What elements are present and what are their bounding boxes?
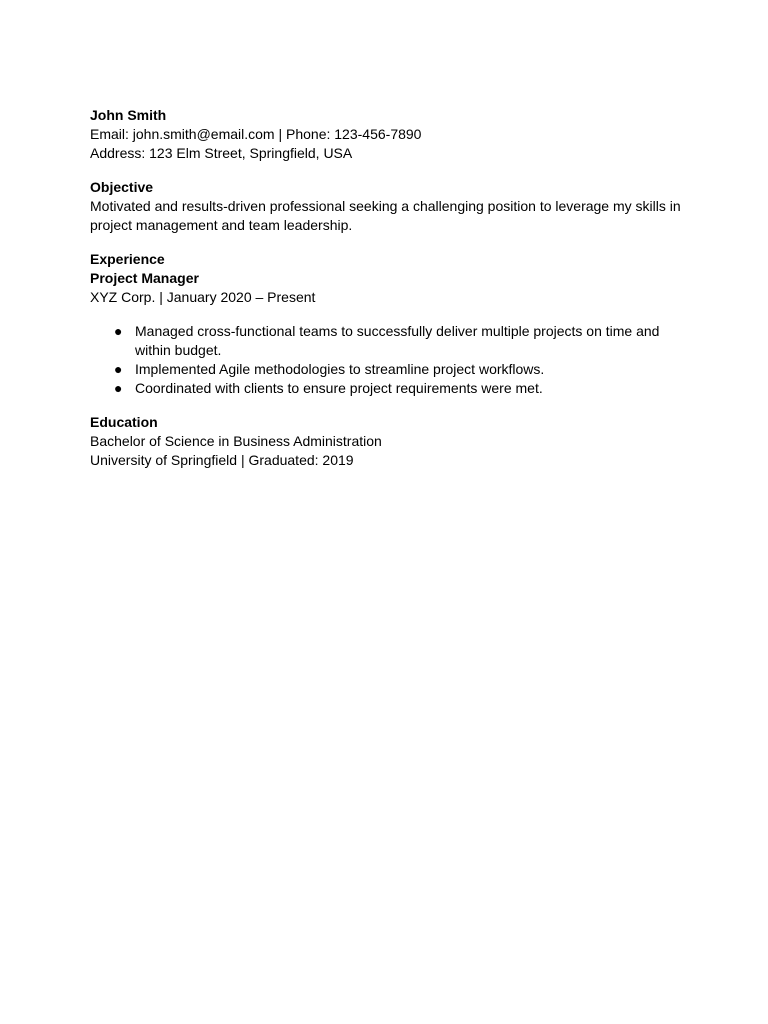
resume-header	[90, 106, 690, 163]
resume-document	[90, 106, 690, 470]
bullet-text: Managed cross-functional teams to successfully deliver multiple projects on time and within budget.	[135, 323, 660, 358]
contact-line: Email: john.smith@email.com | Phone: 123-456-7890	[90, 126, 422, 142]
objective-section	[90, 178, 690, 235]
degree-line: Bachelor of Science in Business Administration	[90, 433, 382, 449]
education-heading: Education	[90, 414, 158, 430]
school-line: University of Springfield | Graduated: 2019	[90, 452, 354, 468]
bullet-text: Coordinated with clients to ensure project requirements were met.	[135, 380, 543, 396]
candidate-name: John Smith	[90, 107, 167, 123]
bullet-icon: ●	[114, 361, 123, 377]
list-item	[90, 322, 695, 360]
objective-text: Motivated and results-driven professional seeking a challenging position to leverage my skills in project management and team leadership.	[90, 198, 681, 233]
bullet-icon: ●	[114, 323, 123, 339]
experience-bullet-list	[90, 322, 690, 398]
company-line: XYZ Corp. | January 2020 – Present	[90, 289, 316, 305]
list-item	[90, 360, 695, 379]
bullet-icon: ●	[114, 380, 123, 396]
job-title: Project Manager	[90, 270, 199, 286]
education-section	[90, 413, 690, 470]
experience-section	[90, 250, 690, 398]
list-item	[90, 379, 695, 398]
objective-heading: Objective	[90, 179, 154, 195]
address-line: Address: 123 Elm Street, Springfield, USA	[90, 145, 353, 161]
bullet-text: Implemented Agile methodologies to streamline project workflows.	[135, 361, 545, 377]
experience-heading: Experience	[90, 251, 165, 267]
